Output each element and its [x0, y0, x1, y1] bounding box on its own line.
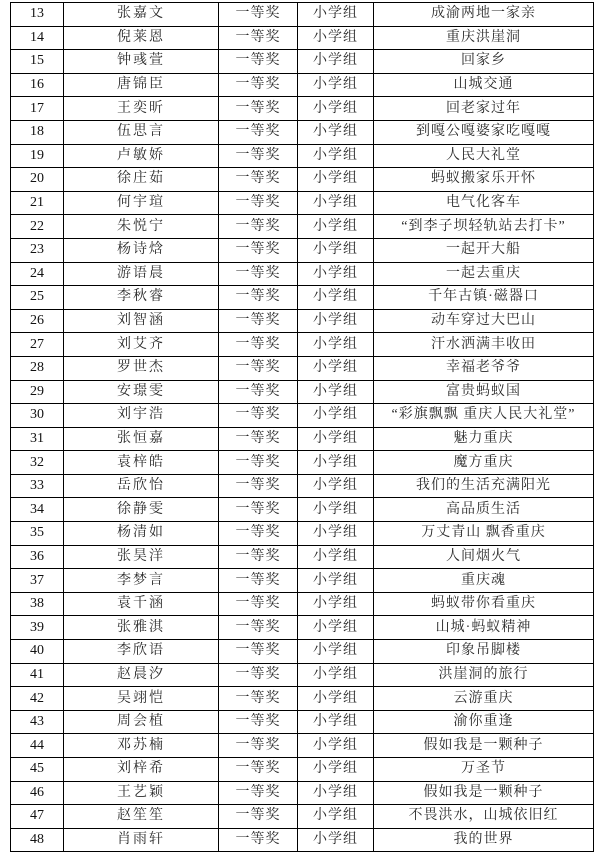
title-cell: 一起去重庆: [374, 262, 594, 286]
table-row: [11, 592, 594, 616]
name-cell: 唐锦臣: [64, 73, 219, 97]
rank-cell: 44: [11, 734, 64, 758]
title-cell: 渝你重逢: [374, 710, 594, 734]
name-cell: 安璟雯: [64, 380, 219, 404]
name-cell: 何宇瑄: [64, 191, 219, 215]
table-row: [11, 262, 594, 286]
group-cell: 小学组: [298, 286, 374, 310]
award-cell: 一等奖: [219, 380, 298, 404]
table-row: [11, 168, 594, 192]
title-cell: 我的世界: [374, 828, 594, 852]
table-row: [11, 805, 594, 829]
title-cell: 不畏洪水，山城依旧红: [374, 805, 594, 829]
title-cell: 回老家过年: [374, 97, 594, 121]
group-cell: 小学组: [298, 262, 374, 286]
table-row: [11, 687, 594, 711]
title-cell: 重庆魂: [374, 569, 594, 593]
award-cell: 一等奖: [219, 474, 298, 498]
rank-cell: 15: [11, 50, 64, 74]
group-cell: 小学组: [298, 474, 374, 498]
group-cell: 小学组: [298, 215, 374, 239]
award-cell: 一等奖: [219, 592, 298, 616]
award-cell: 一等奖: [219, 356, 298, 380]
title-cell: 人间烟火气: [374, 545, 594, 569]
rank-cell: 40: [11, 640, 64, 664]
name-cell: 袁千涵: [64, 592, 219, 616]
group-cell: 小学组: [298, 3, 374, 27]
table-row: [11, 616, 594, 640]
title-cell: 人民大礼堂: [374, 144, 594, 168]
title-cell: 汗水洒满丰收田: [374, 333, 594, 357]
award-cell: 一等奖: [219, 238, 298, 262]
rank-cell: 33: [11, 474, 64, 498]
title-cell: “彩旗飘飘 重庆人民大礼堂”: [374, 404, 594, 428]
group-cell: 小学组: [298, 50, 374, 74]
rank-cell: 19: [11, 144, 64, 168]
table-row: [11, 144, 594, 168]
table-row: [11, 309, 594, 333]
title-cell: 云游重庆: [374, 687, 594, 711]
table-row: [11, 710, 594, 734]
award-cell: 一等奖: [219, 828, 298, 852]
group-cell: 小学组: [298, 120, 374, 144]
name-cell: 倪莱恩: [64, 26, 219, 50]
table-row: [11, 120, 594, 144]
table-row: [11, 356, 594, 380]
award-cell: 一等奖: [219, 522, 298, 546]
name-cell: 邓苏楠: [64, 734, 219, 758]
table-row: [11, 191, 594, 215]
rank-cell: 23: [11, 238, 64, 262]
group-cell: 小学组: [298, 522, 374, 546]
table-row: [11, 663, 594, 687]
title-cell: “到李子坝轻轨站去打卡”: [374, 215, 594, 239]
name-cell: 钟彧萱: [64, 50, 219, 74]
rank-cell: 13: [11, 3, 64, 27]
name-cell: 刘宇浩: [64, 404, 219, 428]
award-cell: 一等奖: [219, 97, 298, 121]
group-cell: 小学组: [298, 356, 374, 380]
award-cell: 一等奖: [219, 616, 298, 640]
rank-cell: 47: [11, 805, 64, 829]
title-cell: 电气化客车: [374, 191, 594, 215]
group-cell: 小学组: [298, 427, 374, 451]
award-cell: 一等奖: [219, 734, 298, 758]
group-cell: 小学组: [298, 309, 374, 333]
title-cell: 动车穿过大巴山: [374, 309, 594, 333]
name-cell: 刘智涵: [64, 309, 219, 333]
award-cell: 一等奖: [219, 427, 298, 451]
rank-cell: 46: [11, 781, 64, 805]
title-cell: 假如我是一颗种子: [374, 734, 594, 758]
group-cell: 小学组: [298, 333, 374, 357]
table-row: [11, 380, 594, 404]
rank-cell: 26: [11, 309, 64, 333]
name-cell: 游语晨: [64, 262, 219, 286]
rank-cell: 31: [11, 427, 64, 451]
award-cell: 一等奖: [219, 805, 298, 829]
group-cell: 小学组: [298, 73, 374, 97]
table-row: [11, 26, 594, 50]
award-cell: 一等奖: [219, 758, 298, 782]
title-cell: 万圣节: [374, 758, 594, 782]
group-cell: 小学组: [298, 710, 374, 734]
group-cell: 小学组: [298, 97, 374, 121]
table-row: [11, 758, 594, 782]
name-cell: 袁梓皓: [64, 451, 219, 475]
award-cell: 一等奖: [219, 451, 298, 475]
award-cell: 一等奖: [219, 640, 298, 664]
awards-table-body: [11, 3, 594, 852]
rank-cell: 20: [11, 168, 64, 192]
name-cell: 赵晨汐: [64, 663, 219, 687]
name-cell: 岳欣怡: [64, 474, 219, 498]
award-cell: 一等奖: [219, 168, 298, 192]
group-cell: 小学组: [298, 238, 374, 262]
award-cell: 一等奖: [219, 545, 298, 569]
table-row: [11, 3, 594, 27]
table-row: [11, 640, 594, 664]
table-row: [11, 474, 594, 498]
award-cell: 一等奖: [219, 663, 298, 687]
group-cell: 小学组: [298, 498, 374, 522]
name-cell: 刘梓希: [64, 758, 219, 782]
title-cell: 魔方重庆: [374, 451, 594, 475]
table-row: [11, 50, 594, 74]
title-cell: 蚂蚁带你看重庆: [374, 592, 594, 616]
award-cell: 一等奖: [219, 710, 298, 734]
rank-cell: 18: [11, 120, 64, 144]
name-cell: 杨清如: [64, 522, 219, 546]
name-cell: 罗世杰: [64, 356, 219, 380]
table-row: [11, 545, 594, 569]
group-cell: 小学组: [298, 687, 374, 711]
title-cell: 成渝两地一家亲: [374, 3, 594, 27]
rank-cell: 14: [11, 26, 64, 50]
name-cell: 肖雨轩: [64, 828, 219, 852]
title-cell: 洪崖洞的旅行: [374, 663, 594, 687]
rank-cell: 34: [11, 498, 64, 522]
rank-cell: 17: [11, 97, 64, 121]
group-cell: 小学组: [298, 168, 374, 192]
name-cell: 张昊洋: [64, 545, 219, 569]
group-cell: 小学组: [298, 805, 374, 829]
name-cell: 伍思言: [64, 120, 219, 144]
group-cell: 小学组: [298, 404, 374, 428]
rank-cell: 38: [11, 592, 64, 616]
name-cell: 吴翊恺: [64, 687, 219, 711]
rank-cell: 16: [11, 73, 64, 97]
rank-cell: 43: [11, 710, 64, 734]
name-cell: 卢敏娇: [64, 144, 219, 168]
group-cell: 小学组: [298, 144, 374, 168]
awards-table: [10, 2, 594, 852]
table-row: [11, 828, 594, 852]
award-cell: 一等奖: [219, 3, 298, 27]
award-cell: 一等奖: [219, 404, 298, 428]
title-cell: 千年古镇·磁器口: [374, 286, 594, 310]
rank-cell: 45: [11, 758, 64, 782]
group-cell: 小学组: [298, 191, 374, 215]
group-cell: 小学组: [298, 616, 374, 640]
table-row: [11, 73, 594, 97]
name-cell: 朱悦宁: [64, 215, 219, 239]
table-row: [11, 215, 594, 239]
award-cell: 一等奖: [219, 569, 298, 593]
title-cell: 山城交通: [374, 73, 594, 97]
rank-cell: 32: [11, 451, 64, 475]
rank-cell: 30: [11, 404, 64, 428]
award-cell: 一等奖: [219, 687, 298, 711]
table-row: [11, 427, 594, 451]
group-cell: 小学组: [298, 734, 374, 758]
title-cell: 幸福老爷爷: [374, 356, 594, 380]
title-cell: 回家乡: [374, 50, 594, 74]
award-cell: 一等奖: [219, 498, 298, 522]
name-cell: 李秋睿: [64, 286, 219, 310]
name-cell: 王艺颖: [64, 781, 219, 805]
award-cell: 一等奖: [219, 50, 298, 74]
name-cell: 李梦言: [64, 569, 219, 593]
title-cell: 重庆洪崖洞: [374, 26, 594, 50]
rank-cell: 35: [11, 522, 64, 546]
group-cell: 小学组: [298, 592, 374, 616]
title-cell: 蚂蚁搬家乐开怀: [374, 168, 594, 192]
group-cell: 小学组: [298, 758, 374, 782]
table-row: [11, 333, 594, 357]
group-cell: 小学组: [298, 828, 374, 852]
group-cell: 小学组: [298, 781, 374, 805]
table-row: [11, 734, 594, 758]
rank-cell: 42: [11, 687, 64, 711]
group-cell: 小学组: [298, 663, 374, 687]
title-cell: 高品质生活: [374, 498, 594, 522]
award-cell: 一等奖: [219, 191, 298, 215]
group-cell: 小学组: [298, 640, 374, 664]
name-cell: 张雅淇: [64, 616, 219, 640]
name-cell: 李欣语: [64, 640, 219, 664]
group-cell: 小学组: [298, 26, 374, 50]
rank-cell: 37: [11, 569, 64, 593]
table-row: [11, 451, 594, 475]
award-cell: 一等奖: [219, 144, 298, 168]
title-cell: 魅力重庆: [374, 427, 594, 451]
table-row: [11, 522, 594, 546]
rank-cell: 27: [11, 333, 64, 357]
title-cell: 富贵蚂蚁国: [374, 380, 594, 404]
name-cell: 杨诗焓: [64, 238, 219, 262]
name-cell: 赵笙笙: [64, 805, 219, 829]
title-cell: 印象吊脚楼: [374, 640, 594, 664]
name-cell: 周会植: [64, 710, 219, 734]
name-cell: 刘艾齐: [64, 333, 219, 357]
title-cell: 一起开大船: [374, 238, 594, 262]
name-cell: 张恒嘉: [64, 427, 219, 451]
rank-cell: 39: [11, 616, 64, 640]
rank-cell: 28: [11, 356, 64, 380]
group-cell: 小学组: [298, 451, 374, 475]
title-cell: 万丈青山 飘香重庆: [374, 522, 594, 546]
rank-cell: 29: [11, 380, 64, 404]
group-cell: 小学组: [298, 545, 374, 569]
table-row: [11, 569, 594, 593]
table-row: [11, 404, 594, 428]
rank-cell: 25: [11, 286, 64, 310]
award-cell: 一等奖: [219, 73, 298, 97]
table-row: [11, 498, 594, 522]
award-cell: 一等奖: [219, 309, 298, 333]
table-row: [11, 97, 594, 121]
rank-cell: 48: [11, 828, 64, 852]
name-cell: 王奕昕: [64, 97, 219, 121]
rank-cell: 36: [11, 545, 64, 569]
award-cell: 一等奖: [219, 333, 298, 357]
award-cell: 一等奖: [219, 262, 298, 286]
table-row: [11, 286, 594, 310]
rank-cell: 22: [11, 215, 64, 239]
rank-cell: 24: [11, 262, 64, 286]
name-cell: 徐静雯: [64, 498, 219, 522]
award-cell: 一等奖: [219, 286, 298, 310]
table-row: [11, 781, 594, 805]
award-cell: 一等奖: [219, 120, 298, 144]
title-cell: 假如我是一颗种子: [374, 781, 594, 805]
group-cell: 小学组: [298, 569, 374, 593]
rank-cell: 21: [11, 191, 64, 215]
group-cell: 小学组: [298, 380, 374, 404]
title-cell: 山城·蚂蚁精神: [374, 616, 594, 640]
name-cell: 张嘉文: [64, 3, 219, 27]
table-row: [11, 238, 594, 262]
rank-cell: 41: [11, 663, 64, 687]
award-cell: 一等奖: [219, 26, 298, 50]
name-cell: 徐庄茹: [64, 168, 219, 192]
title-cell: 我们的生活充满阳光: [374, 474, 594, 498]
title-cell: 到嘎公嘎婆家吃嘎嘎: [374, 120, 594, 144]
award-cell: 一等奖: [219, 781, 298, 805]
award-cell: 一等奖: [219, 215, 298, 239]
